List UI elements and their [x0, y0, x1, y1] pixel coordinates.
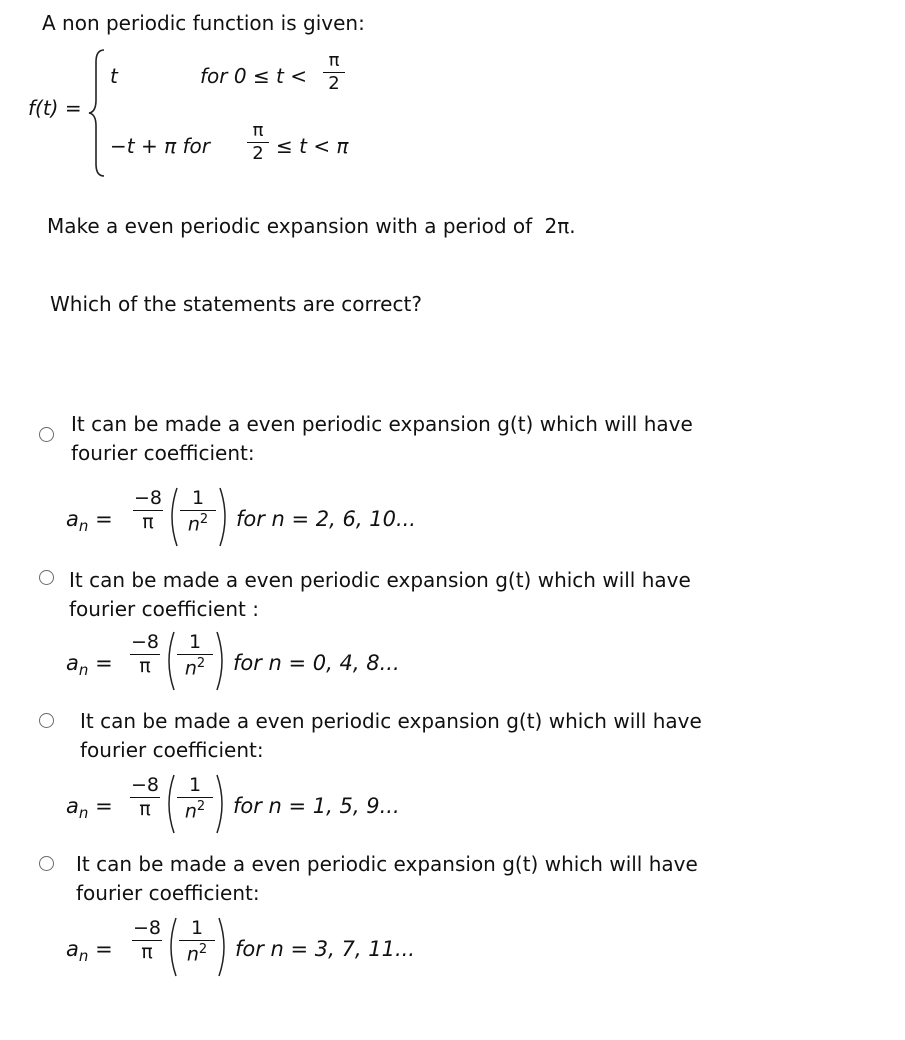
outer-fraction	[133, 489, 163, 532]
left-paren	[162, 773, 176, 835]
outer-den: π	[141, 941, 153, 963]
coef-eq: =	[95, 937, 113, 961]
piece2-expr: −t + π for	[110, 134, 210, 158]
inner-fraction	[179, 919, 215, 964]
inner-den: n	[184, 657, 197, 680]
coef-sub: n	[78, 947, 89, 966]
piece2-frac-den: 2	[252, 143, 264, 164]
outer-num: −8	[130, 774, 159, 796]
option-2-condition: for n = 0, 4, 8...	[233, 651, 400, 675]
option-1-line2: fourier coefficient:	[71, 441, 255, 465]
right-paren	[218, 486, 232, 548]
inner-num: 1	[190, 917, 204, 939]
left-brace	[86, 48, 108, 178]
coef-sub: n	[78, 517, 89, 536]
right-paren	[217, 916, 231, 978]
coef-lhs: a	[66, 507, 79, 531]
inner-exp: 2	[199, 512, 209, 527]
option-4-condition: for n = 3, 7, 11...	[235, 937, 415, 961]
coef-lhs: a	[66, 794, 79, 818]
option-1-radio[interactable]	[39, 427, 54, 442]
piece1-expr: t	[110, 64, 118, 88]
piece1-frac-den: 2	[328, 73, 340, 94]
question-prompt: Which of the statements are correct?	[50, 292, 422, 316]
option-4-radio[interactable]	[39, 856, 54, 871]
coef-sub: n	[78, 661, 89, 680]
right-paren	[215, 773, 229, 835]
outer-num: −8	[132, 917, 161, 939]
inner-exp: 2	[196, 799, 206, 814]
inner-num: 1	[188, 774, 202, 796]
intro-text: A non periodic function is given:	[42, 11, 365, 35]
piece1-cond: for 0 ≤ t <	[200, 64, 308, 88]
outer-den: π	[139, 798, 151, 820]
right-paren	[215, 630, 229, 692]
coef-eq: =	[95, 651, 113, 675]
option-3-condition: for n = 1, 5, 9...	[233, 794, 400, 818]
outer-den: π	[142, 511, 154, 533]
coef-lhs: a	[66, 651, 79, 675]
option-1-line1: It can be made a even periodic expansion g(t) which will have	[71, 412, 693, 436]
piece2-frac-num: π	[252, 120, 264, 141]
inner-den: n	[184, 800, 197, 823]
coef-sub: n	[78, 804, 89, 823]
outer-num: −8	[133, 487, 162, 509]
option-4-line1: It can be made a even periodic expansion g(t) which will have	[76, 852, 698, 876]
piece2-fraction	[247, 122, 269, 163]
outer-fraction	[132, 919, 162, 962]
inner-fraction	[177, 633, 213, 678]
inner-fraction	[180, 489, 216, 534]
coef-eq: =	[95, 507, 113, 531]
inner-exp: 2	[198, 942, 208, 957]
option-4-line2: fourier coefficient:	[76, 881, 260, 905]
piece1-frac-num: π	[328, 50, 340, 71]
instruction-period: 2π.	[544, 214, 576, 238]
outer-den: π	[139, 655, 151, 677]
outer-fraction	[130, 633, 160, 676]
coef-eq: =	[95, 794, 113, 818]
inner-den: n	[187, 513, 200, 536]
instruction-text: Make a even periodic expansion with a period of	[47, 214, 533, 238]
option-3-line2: fourier coefficient:	[80, 738, 264, 762]
left-paren	[164, 916, 178, 978]
outer-num: −8	[130, 631, 159, 653]
option-3-radio[interactable]	[39, 713, 54, 728]
piece2-cond: ≤ t < π	[276, 134, 349, 158]
option-1-condition: for n = 2, 6, 10...	[236, 507, 416, 531]
piece1-fraction	[323, 52, 345, 93]
option-2-radio[interactable]	[39, 570, 54, 585]
left-paren	[162, 630, 176, 692]
inner-num: 1	[191, 487, 205, 509]
outer-fraction	[130, 776, 160, 819]
option-2-line1: It can be made a even periodic expansion g(t) which will have	[69, 568, 691, 592]
option-3-line1: It can be made a even periodic expansion g(t) which will have	[80, 709, 702, 733]
coef-lhs: a	[66, 937, 79, 961]
inner-den: n	[186, 943, 199, 966]
inner-exp: 2	[196, 656, 206, 671]
instruction	[47, 214, 576, 238]
inner-fraction	[177, 776, 213, 821]
left-paren	[165, 486, 179, 548]
function-lhs: f(t) =	[28, 96, 82, 120]
option-2-line2: fourier coefficient :	[69, 597, 259, 621]
inner-num: 1	[188, 631, 202, 653]
